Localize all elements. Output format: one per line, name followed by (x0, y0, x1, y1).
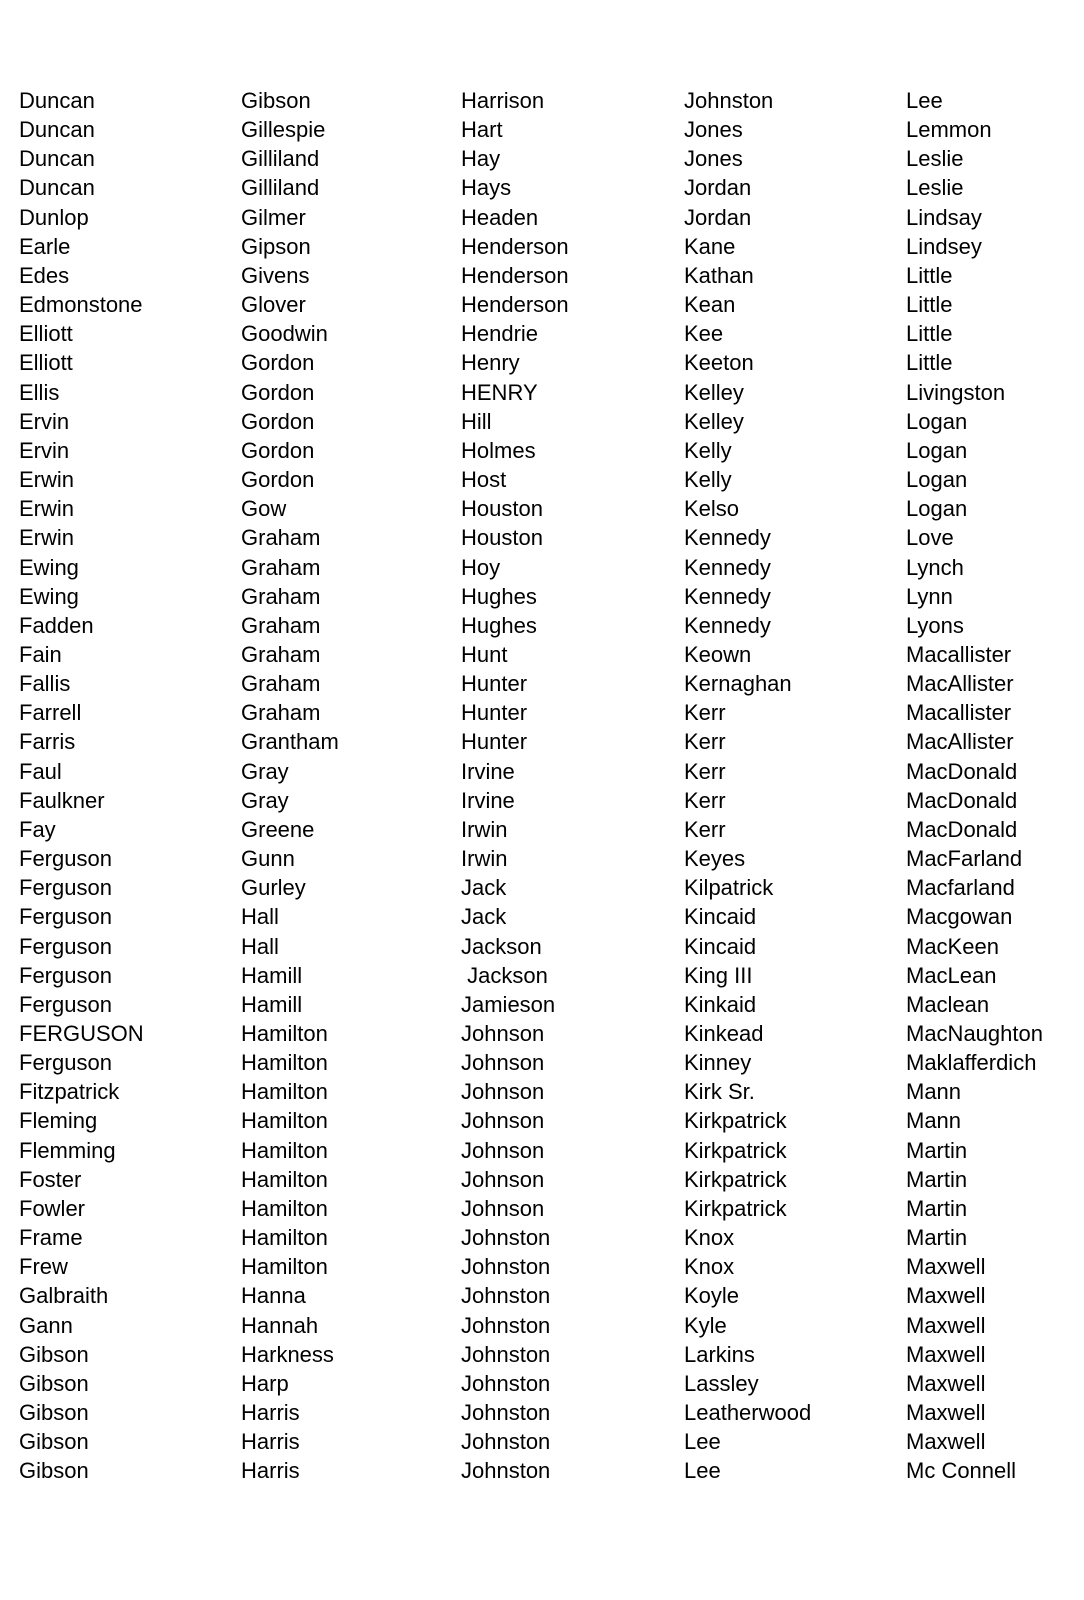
surname-item: Hamilton (241, 1079, 328, 1105)
surname-item: Graham (241, 671, 321, 697)
surname-item: Love (906, 525, 954, 551)
surname-item: Martin (906, 1137, 968, 1163)
surname-item: Ellis (19, 379, 60, 405)
surname-item: Maxwell (906, 1283, 986, 1309)
surname-item: Hill (461, 408, 492, 434)
surname-item: Kirk Sr. (684, 1079, 755, 1105)
surname-item: Kennedy (684, 583, 771, 609)
surname-item: Johnston (461, 1341, 551, 1367)
surname-item: Greene (241, 816, 315, 842)
surname-item: Ferguson (19, 991, 112, 1017)
surname-item: Gow (241, 496, 287, 522)
surname-item: Gillespie (241, 117, 326, 143)
surname-item: Hamilton (241, 1254, 328, 1280)
surname-item: Maxwell (906, 1254, 986, 1280)
surname-item: Jones (684, 117, 743, 143)
surname-item: Logan (906, 437, 968, 463)
surname-item: Houston (461, 496, 543, 522)
surname-item: Ferguson (19, 962, 112, 988)
surname-item: Gibson (19, 1400, 89, 1426)
surname-item: Lynn (906, 583, 953, 609)
surname-item: Grantham (241, 729, 339, 755)
surname-item: Kernaghan (684, 671, 792, 697)
surname-item: Fowler (19, 1195, 86, 1221)
surname-item: Henderson (461, 262, 569, 288)
surname-item: MacAllister (906, 671, 1014, 697)
surname-item: Lee (684, 1458, 721, 1484)
surname-item: Kirkpatrick (684, 1137, 787, 1163)
surname-item: Dunlop (19, 204, 89, 230)
surname-item: Kennedy (684, 525, 771, 551)
surname-item: MacAllister (906, 729, 1014, 755)
surname-item: Ervin (19, 437, 70, 463)
surname-item: Lyons (906, 612, 964, 638)
surname-item: Lynch (906, 554, 964, 580)
surname-item: Kinkead (684, 1021, 764, 1046)
surname-column-3 (461, 86, 569, 1486)
surname-item: Gibson (241, 88, 311, 113)
surname-item: FERGUSON (19, 1021, 144, 1046)
surname-item: Hunter (461, 729, 528, 755)
surname-item: Galbraith (19, 1283, 109, 1309)
surname-item: Maxwell (906, 1341, 986, 1367)
surname-item: Keown (684, 641, 752, 667)
surname-item: Macfarland (906, 875, 1015, 901)
surname-item: Hamill (241, 962, 303, 988)
surname-item: Kelso (684, 496, 740, 522)
surname-item: Hamilton (241, 1166, 328, 1192)
surname-item: Kelley (684, 408, 744, 434)
surname-item: Lemmon (906, 117, 992, 143)
surname-item: Glover (241, 292, 306, 318)
surname-item: Lee (684, 1429, 721, 1455)
surname-item: Fadden (19, 612, 94, 638)
surname-item: Ferguson (19, 933, 112, 959)
surname-item: Henderson (461, 292, 569, 318)
surname-item: Holmes (461, 437, 536, 463)
surname-item: Maklafferdich (906, 1050, 1037, 1076)
surname-item: Gipson (241, 233, 311, 259)
surname-item: Keyes (684, 846, 746, 872)
surname-item: Duncan (19, 175, 95, 201)
surname-item: Gibson (19, 1429, 89, 1455)
surname-item: Gurley (241, 875, 306, 901)
surname-item: Maxwell (906, 1370, 986, 1396)
surname-item: Irwin (461, 816, 508, 842)
surname-item: Frame (19, 1225, 83, 1251)
surname-item: Ervin (19, 408, 70, 434)
surname-item: Hunter (461, 700, 528, 726)
surname-item: Hunt (461, 641, 508, 667)
surname-item: Little (906, 292, 953, 318)
surname-item: Jordan (684, 175, 752, 201)
surname-item: Hamilton (241, 1137, 328, 1163)
surname-item: Irvine (461, 787, 515, 813)
surname-item: Kerr (684, 729, 726, 755)
surname-item: Ferguson (19, 904, 112, 930)
surname-item: Kinney (684, 1050, 752, 1076)
surname-item: Macgowan (906, 904, 1013, 930)
surname-item: Kelly (684, 467, 732, 493)
surname-item: Harkness (241, 1341, 334, 1367)
surname-item: Kirkpatrick (684, 1195, 787, 1221)
surname-item: Kyle (684, 1312, 727, 1338)
surname-item: Gibson (19, 1370, 89, 1396)
surname-item: Jones (684, 146, 743, 172)
surname-item: Johnston (684, 88, 774, 113)
surname-item: Johnston (461, 1283, 551, 1309)
surname-item: Henderson (461, 233, 569, 259)
surname-item: Hunter (461, 671, 528, 697)
surname-item: Knox (684, 1225, 735, 1251)
surname-item: Irvine (461, 758, 515, 784)
surname-item: Houston (461, 525, 543, 551)
surname-item: Gilliland (241, 146, 320, 172)
surname-item: Hamilton (241, 1108, 328, 1134)
surname-item: Maxwell (906, 1312, 986, 1338)
surname-item: Johnson (461, 1137, 545, 1163)
surname-item: Gann (19, 1312, 73, 1338)
surname-item: Gordon (241, 408, 315, 434)
surname-item: Hamilton (241, 1050, 328, 1076)
surname-item: Koyle (684, 1283, 740, 1309)
surname-item: Kinkaid (684, 991, 757, 1017)
surname-item: Johnson (461, 1195, 545, 1221)
surname-item: Gilmer (241, 204, 306, 230)
surname-item: Leslie (906, 146, 964, 172)
surname-item: MacDonald (906, 758, 1018, 784)
surname-item: MacLean (906, 962, 997, 988)
surname-item: Earle (19, 233, 71, 259)
surname-item: Kennedy (684, 612, 771, 638)
surname-item: Hamill (241, 991, 303, 1017)
surname-item: Faul (19, 758, 62, 784)
surname-item: Kerr (684, 816, 726, 842)
surname-item: Maxwell (906, 1429, 986, 1455)
surname-item: Ewing (19, 583, 79, 609)
surname-item: Farris (19, 729, 76, 755)
surname-item: Elliott (19, 350, 73, 376)
surname-item: Ferguson (19, 846, 112, 872)
surname-item: Gibson (19, 1341, 89, 1367)
surname-item: Hanna (241, 1283, 306, 1309)
surname-item: Graham (241, 612, 321, 638)
surname-item: Lindsay (906, 204, 982, 230)
surname-item: Logan (906, 408, 968, 434)
surname-item: Erwin (19, 496, 75, 522)
surname-item: Lassley (684, 1370, 759, 1396)
surname-item: Hamilton (241, 1195, 328, 1221)
surname-item: Johnson (461, 1108, 545, 1134)
surname-item: Kean (684, 292, 736, 318)
surname-item: Jackson (461, 933, 542, 959)
surname-item: Jamieson (461, 991, 556, 1017)
surname-item: Fain (19, 641, 62, 667)
surname-item: Harris (241, 1429, 300, 1455)
surname-column-4 (684, 86, 811, 1486)
surname-item: Johnston (461, 1312, 551, 1338)
surname-item: Fleming (19, 1108, 98, 1134)
surname-item: Kelly (684, 437, 732, 463)
surname-item: Jackson (461, 962, 548, 988)
surname-item: Hart (461, 117, 503, 143)
surname-item: Headen (461, 204, 539, 230)
surname-item: Johnston (461, 1400, 551, 1426)
surname-item: Frew (19, 1254, 68, 1280)
surname-item: Gordon (241, 437, 315, 463)
surname-item: Martin (906, 1166, 968, 1192)
surname-item: Martin (906, 1225, 968, 1251)
surname-item: Hughes (461, 612, 537, 638)
surname-item: MacDonald (906, 816, 1018, 842)
surname-item: Hannah (241, 1312, 319, 1338)
surname-item: Duncan (19, 117, 95, 143)
surname-item: King III (684, 962, 753, 988)
surname-item: Kee (684, 321, 724, 347)
surname-item: Duncan (19, 88, 95, 113)
surname-item: Faulkner (19, 787, 105, 813)
surname-item: Logan (906, 496, 968, 522)
surname-item: Harris (241, 1458, 300, 1484)
surname-item: Gunn (241, 846, 295, 872)
surname-item: Gilliland (241, 175, 320, 201)
surname-column-5 (906, 86, 1043, 1486)
surname-item: Kane (684, 233, 736, 259)
surname-item: Hays (461, 175, 512, 201)
surname-item: Graham (241, 641, 321, 667)
surname-item: Leatherwood (684, 1400, 812, 1426)
surname-item: Maxwell (906, 1400, 986, 1426)
surname-item: Larkins (684, 1341, 755, 1367)
surname-item: Gray (241, 758, 289, 784)
surname-item: Johnson (461, 1050, 545, 1076)
surname-item: Hamilton (241, 1021, 328, 1046)
surname-item: Kincaid (684, 933, 757, 959)
surname-item: MacNaughton (906, 1021, 1043, 1046)
surname-item: Johnston (461, 1370, 551, 1396)
surname-item: Ferguson (19, 1050, 112, 1076)
surname-item: Kincaid (684, 904, 757, 930)
surname-item: Harris (241, 1400, 300, 1426)
surname-item: Hall (241, 904, 279, 930)
surname-item: Kennedy (684, 554, 771, 580)
surname-item: Knox (684, 1254, 735, 1280)
surname-item: Hoy (461, 554, 501, 580)
surname-item: Jack (461, 875, 507, 901)
surname-item: Henry (461, 350, 520, 376)
surname-item: Kerr (684, 787, 726, 813)
surname-item: Erwin (19, 525, 75, 551)
surname-item: Leslie (906, 175, 964, 201)
surname-item: Givens (241, 262, 310, 288)
surname-item: MacFarland (906, 846, 1023, 872)
surname-item: Kirkpatrick (684, 1166, 787, 1192)
surname-item: Ewing (19, 554, 79, 580)
surname-item: Mann (906, 1108, 962, 1134)
surname-item: Harrison (461, 88, 545, 113)
surname-item: Graham (241, 525, 321, 551)
surname-item: Jordan (684, 204, 752, 230)
surname-item: Harp (241, 1370, 289, 1396)
surname-item: Kathan (684, 262, 754, 288)
surname-item: Martin (906, 1195, 968, 1221)
surname-item: Hay (461, 146, 501, 172)
surname-item: Elliott (19, 321, 73, 347)
surname-item: Gordon (241, 350, 315, 376)
surname-item: Keeton (684, 350, 754, 376)
surname-item: Johnston (461, 1254, 551, 1280)
surname-item: Kerr (684, 700, 726, 726)
surname-item: Kerr (684, 758, 726, 784)
surname-item: Fitzpatrick (19, 1079, 120, 1105)
surname-item: Hamilton (241, 1225, 328, 1251)
surname-item: Fay (19, 816, 56, 842)
surname-item: Johnson (461, 1166, 545, 1192)
surname-item: Gibson (19, 1458, 89, 1484)
surname-item: MacKeen (906, 933, 999, 959)
surname-item: Hughes (461, 583, 537, 609)
surname-item: Johnson (461, 1079, 545, 1105)
surname-item: Maclean (906, 991, 990, 1017)
surname-item: Edmonstone (19, 292, 143, 318)
surname-item: Johnston (461, 1429, 551, 1455)
surname-item: Irwin (461, 846, 508, 872)
surname-item: Graham (241, 583, 321, 609)
surname-item: Erwin (19, 467, 75, 493)
surname-item: Kilpatrick (684, 875, 774, 901)
surname-item: Duncan (19, 146, 95, 172)
surname-item: Graham (241, 554, 321, 580)
surname-item: Edes (19, 262, 70, 288)
surname-item: Mann (906, 1079, 962, 1105)
surname-item: Jack (461, 904, 507, 930)
surname-item: Hall (241, 933, 279, 959)
surname-item: Gordon (241, 467, 315, 493)
surname-item: MacDonald (906, 787, 1018, 813)
surname-item: Host (461, 467, 507, 493)
surname-item: Livingston (906, 379, 1006, 405)
surname-item: Flemming (19, 1137, 116, 1163)
surname-item: Kirkpatrick (684, 1108, 787, 1134)
surname-item: Fallis (19, 671, 71, 697)
surname-item: Logan (906, 467, 968, 493)
surname-item: Farrell (19, 700, 82, 726)
surname-item: Graham (241, 700, 321, 726)
surname-item: Mc Connell (906, 1458, 1017, 1484)
surname-item: Little (906, 262, 953, 288)
surname-item: HENRY (461, 379, 538, 405)
surname-item: Kelley (684, 379, 744, 405)
surname-item: Gray (241, 787, 289, 813)
surname-item: Macallister (906, 700, 1012, 726)
surname-item: Johnston (461, 1225, 551, 1251)
surname-item: Goodwin (241, 321, 328, 347)
surname-item: Foster (19, 1166, 82, 1192)
surname-item: Ferguson (19, 875, 112, 901)
surname-item: Johnson (461, 1021, 545, 1046)
surname-item: Little (906, 321, 953, 347)
surname-column-1 (19, 86, 144, 1486)
surname-item: Little (906, 350, 953, 376)
surname-item: Lee (906, 88, 943, 113)
surname-item: Gordon (241, 379, 315, 405)
surname-column-2 (241, 86, 339, 1486)
surname-item: Macallister (906, 641, 1012, 667)
surname-item: Hendrie (461, 321, 539, 347)
surname-item: Johnston (461, 1458, 551, 1484)
surname-item: Lindsey (906, 233, 982, 259)
